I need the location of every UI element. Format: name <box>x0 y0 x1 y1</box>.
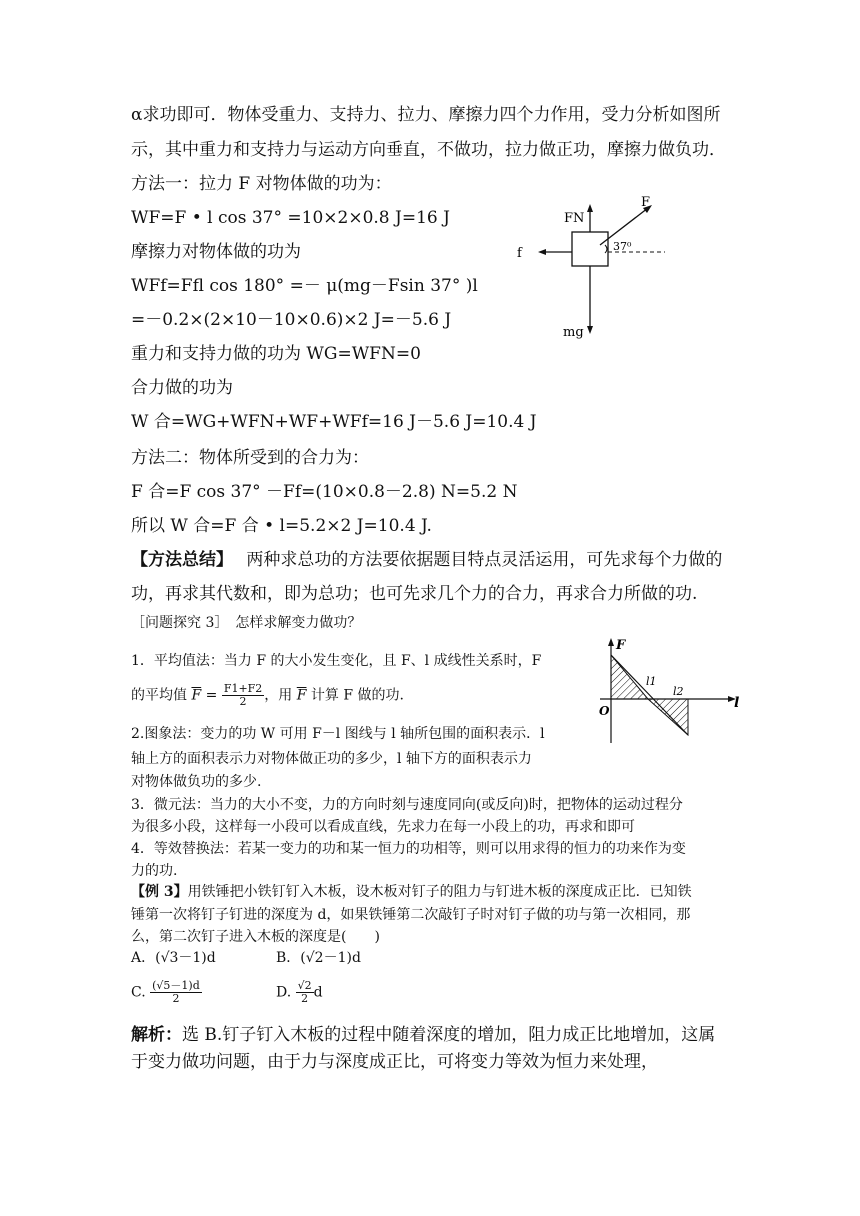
text-line: 示，其中重力和支持力与运动方向垂直，不做功，拉力做正功，摩擦力做负功． <box>131 140 726 160</box>
text-line: 方法一：拉力 F 对物体做的功为： <box>131 174 392 194</box>
text-line: 4．等效替换法：若某一变力的功和某一恒力的功相等，则可以用求得的恒力的功来作为变 <box>131 841 686 857</box>
label-mg: mg <box>563 325 584 340</box>
f-l-graph <box>588 635 748 747</box>
summary-text: 两种求总功的方法要依据题目特点灵活运用，可先求每个力做的 <box>246 550 723 570</box>
label-FN: FN <box>564 211 585 226</box>
summary-label: 【方法总结】 <box>131 550 233 570</box>
text-line: α求功即可．物体受重力、支持力、拉力、摩擦力四个力作用，受力分析如图所 <box>131 105 721 125</box>
label-angle: 37⁰ <box>613 240 632 253</box>
text-line: 功，再求其代数和，即为总功；也可先求几个力的合力，再求合力所做的功. <box>131 584 698 604</box>
example-line: 【例 3】用铁锤把小铁钉钉入木板，设木板对钉子的阻力与钉进木板的深度成正比．已知铁 <box>131 884 692 900</box>
force-diagram <box>505 190 680 350</box>
equation-line: WF=F • l cos 37° =10×2×0.8 J=16 J <box>131 208 450 228</box>
text-line: 1．平均值法：当力 F 的大小发生变化，且 F、l 成线性关系时，F <box>131 653 542 669</box>
equation-line: =－0.2×(2×10－10×0.6)×2 J=－5.6 J <box>131 310 452 330</box>
equation-line: F 合=F cos 37° －Ff=(10×0.8－2.8) N=5.2 N <box>131 482 518 502</box>
option-a: A．(√3－1)d <box>131 950 216 966</box>
text-line: 摩擦力对物体做的功为 <box>131 242 301 262</box>
text-line: 2.图象法：变力的功 W 可用 F－l 图线与 l 轴所包围的面积表示．l <box>131 726 545 742</box>
method-summary-line <box>131 550 722 570</box>
label-F: F <box>616 638 626 653</box>
text-line: 锤第一次将钉子钉进的深度为 d，如果铁锤第二次敲钉子时对钉子做的功与第一次相同，那 <box>131 907 691 923</box>
angle-arc <box>605 245 607 253</box>
option-b: B．(√2－1)d <box>276 950 361 966</box>
text-line: 合力做的功为 <box>131 378 233 398</box>
text-line: 力的功. <box>131 863 178 879</box>
analysis-line: 解析：选 B.钉子钉入木板的过程中随着深度的增加，阻力成正比地增加，这属 <box>131 1025 716 1045</box>
text-line: 为很多小段，这样每一小段可以看成直线，先求力在每一小段上的功，再求和即可 <box>131 819 635 835</box>
f-bar: $\overline{F}$ <box>191 687 202 704</box>
analysis-label: 解析： <box>131 1025 182 1045</box>
text-line: 对物体做负功的多少. <box>131 774 262 790</box>
section-title: ［问题探究 3］ 怎样求解变力做功？ <box>131 615 362 631</box>
f-bar: $\overline{F}$ <box>296 687 307 704</box>
label-F: F <box>641 195 651 210</box>
option-d: D. $\frac{√2}{2}$ d <box>276 979 323 1006</box>
example-label: 【例 3】 <box>131 884 188 900</box>
equation-line: W 合=WG+WFN+WF+WFf=16 J－5.6 J=10.4 J <box>131 412 537 432</box>
label-O: O <box>599 704 610 718</box>
text-line: 么，第二次钉子进入木板的深度是( ) <box>131 929 380 945</box>
average-method-line: 的平均值 $\overline{F}$ = $\frac{F1+F2}{2}$ ，用 $\overline{F}$ 计算 F 做的功. <box>131 682 404 709</box>
text-line: 方法二：物体所受到的合力为： <box>131 448 369 468</box>
text-line: 3．微元法：当力的大小不变，力的方向时刻与速度同向(或反向)时，把物体的运动过程分 <box>131 797 683 813</box>
block <box>572 232 608 266</box>
text-line: 于变力做功问题，由于力与深度成正比，可将变力等效为恒力来处理， <box>131 1052 658 1072</box>
label-l: l <box>734 695 740 711</box>
equation-line: WFf=Ffl cos 180° =－ μ(mg－Fsin 37° )l <box>131 276 478 296</box>
option-c: C. $\frac{(√5-1)d}{2}$ <box>131 979 200 1006</box>
fraction: $\frac{F1+F2}{2}$ <box>223 682 263 709</box>
label-l1: l1 <box>646 675 657 688</box>
label-l2: l2 <box>673 685 684 698</box>
text-line: 轴上方的面积表示力对物体做正功的多少，l 轴下方的面积表示力 <box>131 751 532 767</box>
label-f: f <box>517 246 522 261</box>
equation-line: 重力和支持力做的功为 WG=WFN=0 <box>131 344 421 364</box>
equation-line: 所以 W 合=F 合 • l=5.2×2 J=10.4 J. <box>131 516 432 536</box>
